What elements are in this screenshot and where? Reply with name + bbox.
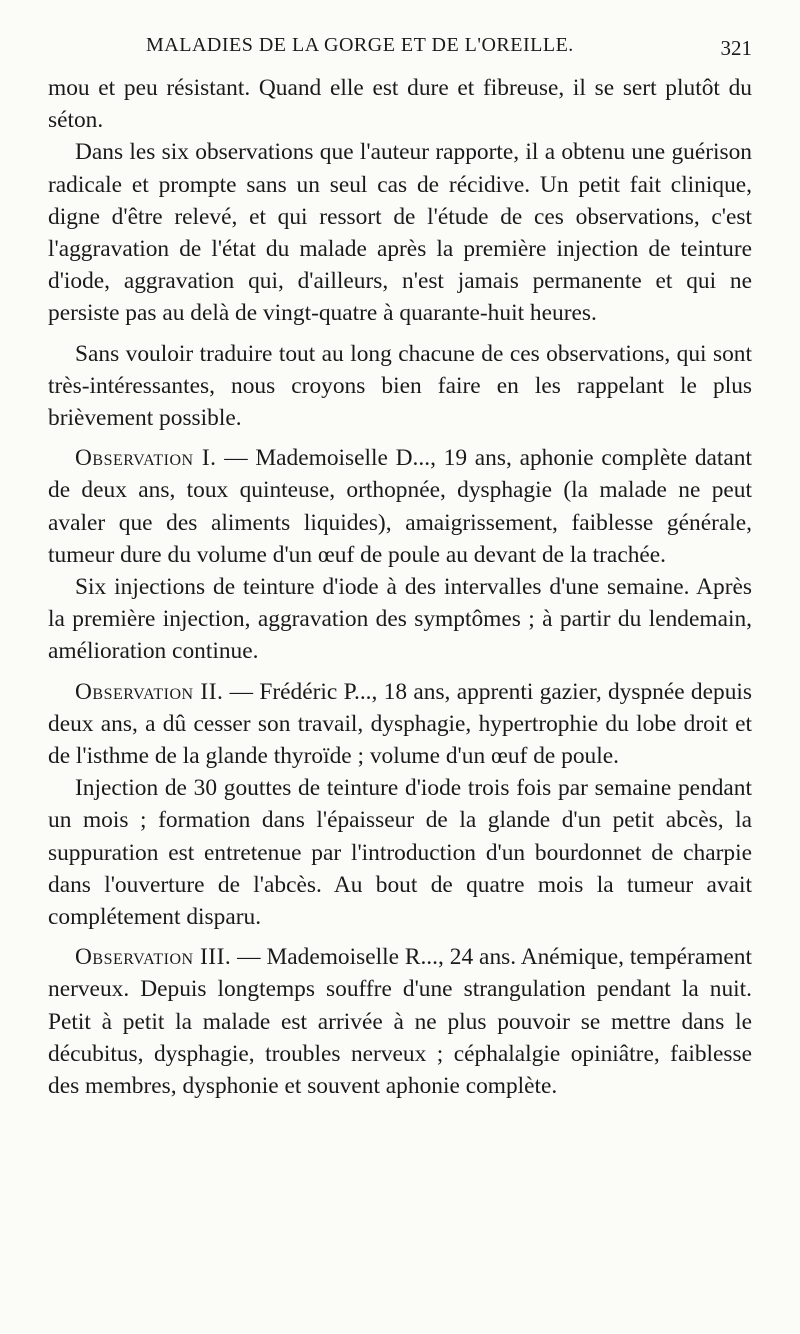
page-body [48,72,752,1102]
paragraph: Six injections de teinture d'iode à des intervalles d'une semaine. Après la première injection, aggravation des symptômes ; à partir du lendemain, amélioration continue. [48,574,752,665]
observation-label: Observation III. [75,944,232,971]
paragraph: Sans vouloir traduire tout au long chacune de ces observations, qui sont très-intéressantes, nous croyons bien faire en les rappelant le plus brièvement possible. [48,340,752,432]
observation-label: Observation II. [75,678,224,705]
observation-paragraph: Observation II. — Frédéric P..., 18 ans, apprenti gazier, dyspnée depuis deux ans, a dû cesser son travail, dysphagie, hypertrophie du lobe droit et de l'isthme de la glande thyroïde ; volume d'un œuf de poule. [48,678,752,770]
observation-paragraph: Observation I. — Mademoiselle D..., 19 ans, aphonie complète datant de deux ans, toux quinteuse, orthopnée, dysphagie (la malade ne peut avaler que des aliments liquides), amaigrissement, faiblesse générale, tumeur dure du volume d'un œuf de poule au devant de la trachée. [48,445,752,568]
paragraph: mou et peu résistant. Quand elle est dure et fibreuse, il se sert plutôt du séton. [48,75,752,134]
page-number: 321 [720,36,752,60]
observation-paragraph: Observation III. — Mademoiselle R..., 24 ans. Anémique, tempérament nerveux. Depuis longtemps souffre d'une strangulation pendant la nuit. Petit à petit la malade est arrivée à ne plus pouvoir se mettre dans le décubitus, dysphagie, troubles nerveux ; céphalalgie opiniâtre, faiblesse des membres, dysphonie et souvent aphonie complète. [48,944,752,1100]
running-title: MALADIES DE LA GORGE ET DE L'OREILLE. [146,34,574,56]
observation-label: Observation I. [75,445,217,472]
paragraph: Dans les six observations que l'auteur rapporte, il a obtenu une guérison radicale et prompte sans un seul cas de récidive. Un petit fait clinique, digne d'être relevé, et qui ressort de l'étude de ces observations, c'est l'aggravation de l'état du malade après la première injection de teinture d'iode, aggravation qui, d'ailleurs, n'est jamais permanente et qui ne persiste pas au delà de vingt-quatre à quarante-huit heures. [48,139,752,327]
paragraph: Injection de 30 gouttes de teinture d'iode trois fois par semaine pendant un mois ; formation dans l'épaisseur de la glande d'un petit abcès, la suppuration est entretenue par l'introduction d'un bourdonnet de charpie dans l'ouverture de l'abcès. Au bout de quatre mois la tumeur avait complétement disparu. [48,775,752,931]
running-header [48,34,760,66]
